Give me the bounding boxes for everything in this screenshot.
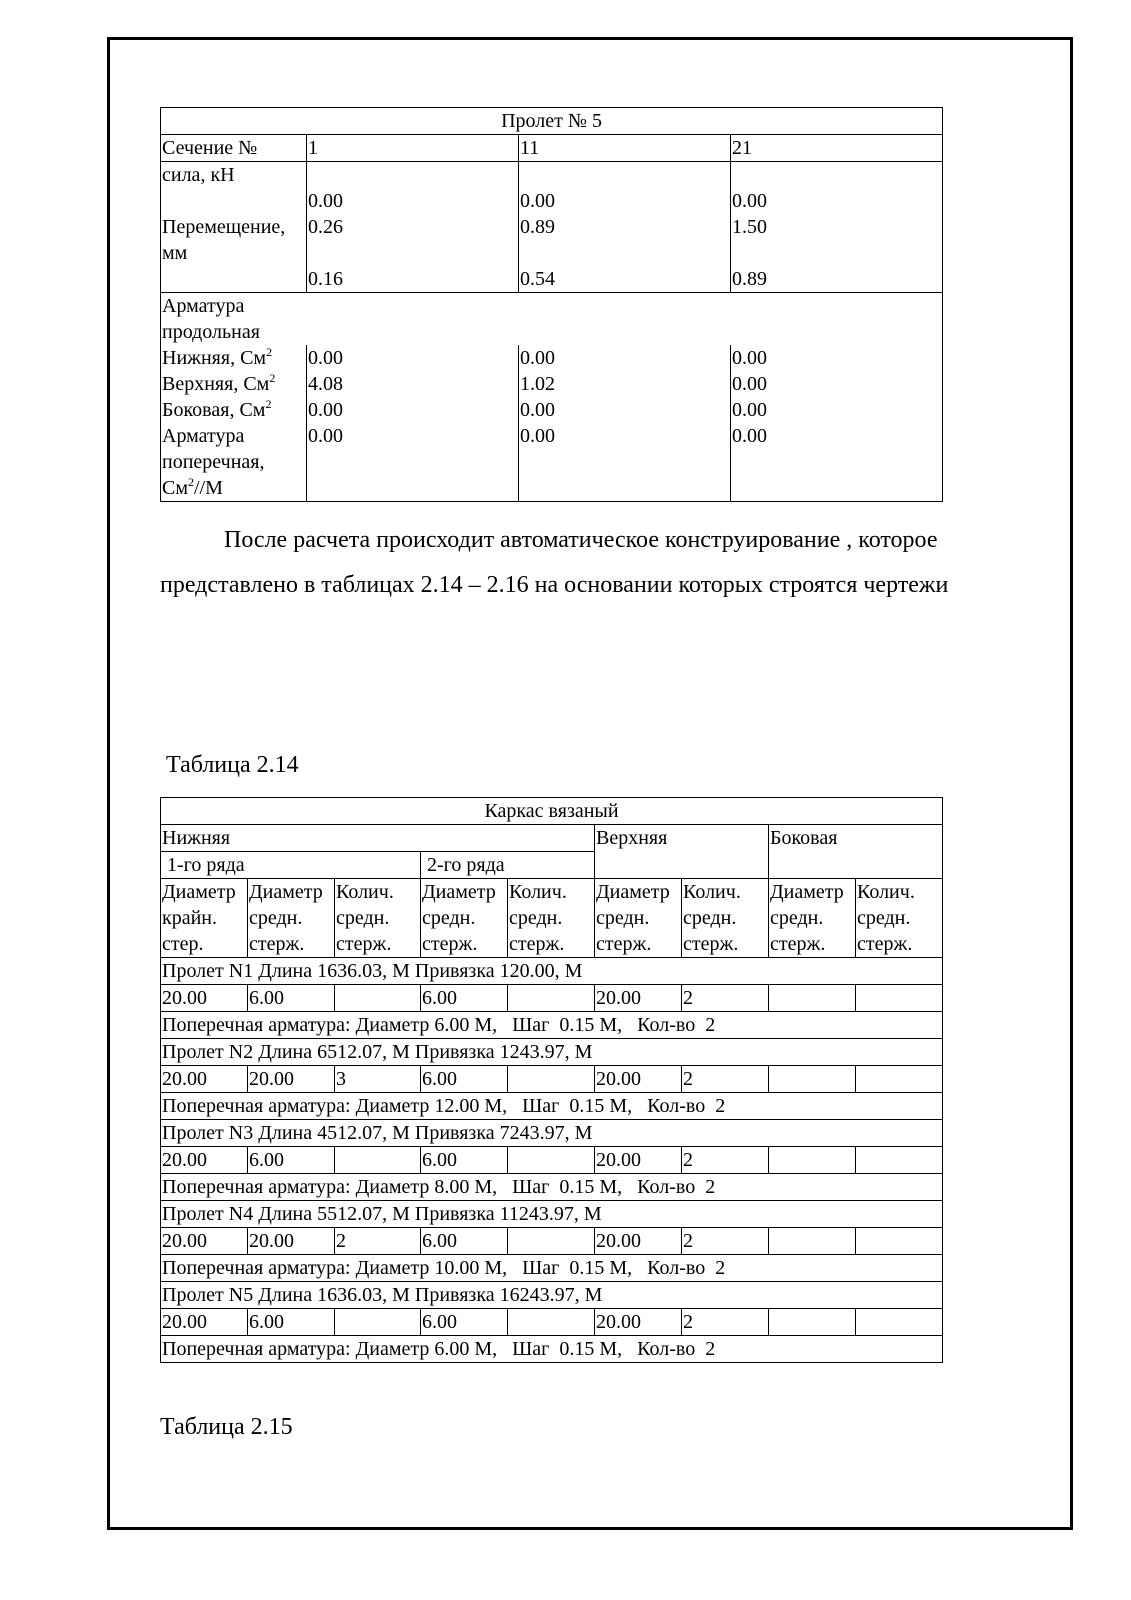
- span-value-cell: 20.00: [248, 1066, 335, 1093]
- span-value-cell: [769, 1066, 856, 1093]
- span-value-cell: 6.00: [421, 1228, 508, 1255]
- span-value-cell: 2: [682, 1147, 769, 1174]
- transverse-value: 0.00: [519, 423, 731, 502]
- span-row-title: Пролет N2 Длина 6512.07, М Привязка 1243.97, М: [161, 1039, 943, 1066]
- body-paragraph: После расчета происходит автоматическое конструирование , которое представлено в таблицах 2.14 – 2.16 на основании которых строятся чертежи: [160, 527, 949, 598]
- transverse-value: 0.00: [731, 423, 943, 502]
- span-value-cell: 20.00: [248, 1228, 335, 1255]
- span-value-cell: 20.00: [161, 1228, 248, 1255]
- span-value-cell: [508, 1228, 595, 1255]
- span-value-cell: [508, 985, 595, 1012]
- rebar-value: 0.00: [307, 397, 519, 423]
- span-value-cell: 20.00: [595, 1066, 682, 1093]
- span-value-cell: [856, 1228, 943, 1255]
- row2-header: 2-го ряда: [421, 852, 595, 879]
- span-value-cell: 3: [335, 1066, 421, 1093]
- rebar-value: 0.00: [731, 397, 943, 423]
- span-value-cell: 20.00: [595, 1309, 682, 1336]
- rebar-row-label: Боковая, $См^2$: [161, 397, 307, 423]
- transverse-rebar-row: Поперечная арматура: Диаметр 10.00 М, Шаг 0.15 М, Кол-во 2: [161, 1255, 943, 1282]
- span-value-cell: 6.00: [248, 1309, 335, 1336]
- column-header: Диаметр средн. стерж.: [595, 879, 682, 958]
- span-value-cell: 20.00: [161, 1147, 248, 1174]
- transverse-rebar-row: Поперечная арматура: Диаметр 12.00 М, Шаг 0.15 М, Кол-во 2: [161, 1093, 943, 1120]
- transverse-rebar-row: Поперечная арматура: Диаметр 8.00 М, Шаг 0.15 М, Кол-во 2: [161, 1174, 943, 1201]
- span-value-cell: [856, 1066, 943, 1093]
- span-title: Пролет № 5: [161, 108, 943, 135]
- table-caption: Таблица 2.15: [160, 1414, 293, 1440]
- span-value-cell: [769, 985, 856, 1012]
- span-value-cell: 2: [335, 1228, 421, 1255]
- span-value-cell: 6.00: [421, 1066, 508, 1093]
- lower-header: Нижняя: [161, 825, 595, 852]
- displacement-value: 1.50: [731, 214, 943, 266]
- transverse-rebar-label: Арматура поперечная, $См^2//М$: [161, 423, 307, 502]
- frame-title: Каркас вязаный: [161, 798, 943, 825]
- span-value-cell: 6.00: [248, 985, 335, 1012]
- force-value: 0.00: [731, 188, 943, 214]
- rebar-value: 4.08: [307, 371, 519, 397]
- span-row-title: Пролет N3 Длина 4512.07, М Привязка 7243.97, М: [161, 1120, 943, 1147]
- force-value: 0.00: [307, 188, 519, 214]
- rebar-value: 1.02: [519, 371, 731, 397]
- span-value-cell: [856, 1309, 943, 1336]
- displacement-value: 0.89: [519, 214, 731, 266]
- span-value-cell: 20.00: [595, 1147, 682, 1174]
- column-header: Диаметр крайн. стер.: [161, 879, 248, 958]
- span-value-cell: 6.00: [421, 1309, 508, 1336]
- rebar-row-label: Верхняя, $См^2$: [161, 371, 307, 397]
- longitudinal-rebar-label: Арматура продольная: [161, 293, 307, 346]
- column-header: Колич. средн. стерж.: [335, 879, 421, 958]
- section-number: 11: [519, 135, 731, 162]
- span-value-cell: [335, 1147, 421, 1174]
- span-value-cell: 6.00: [421, 1147, 508, 1174]
- rebar-row-label: Нижняя, $См^2$: [161, 345, 307, 371]
- transverse-value: 0.00: [307, 423, 519, 502]
- displacement-value: 0.16: [307, 266, 519, 293]
- span-row-title: Пролет N5 Длина 1636.03, М Привязка 16243.97, М: [161, 1282, 943, 1309]
- transverse-rebar-row: Поперечная арматура: Диаметр 6.00 М, Шаг 0.15 М, Кол-во 2: [161, 1012, 943, 1039]
- span-value-cell: 2: [682, 1066, 769, 1093]
- span-value-cell: 2: [682, 1228, 769, 1255]
- frame-rebar-table: [160, 797, 943, 1363]
- span-value-cell: [508, 1066, 595, 1093]
- span-value-cell: 6.00: [248, 1147, 335, 1174]
- transverse-rebar-row: Поперечная арматура: Диаметр 6.00 М, Шаг 0.15 М, Кол-во 2: [161, 1336, 943, 1363]
- row1-header: 1-го ряда: [161, 852, 421, 879]
- span-value-cell: [769, 1228, 856, 1255]
- rebar-value: 0.00: [307, 345, 519, 371]
- span-results-table: [160, 107, 943, 502]
- section-number: 21: [731, 135, 943, 162]
- span-value-cell: 6.00: [421, 985, 508, 1012]
- column-header: Диаметр средн. стерж.: [248, 879, 335, 958]
- force-value: 0.00: [519, 188, 731, 214]
- span-value-cell: 20.00: [161, 985, 248, 1012]
- span-value-cell: [769, 1147, 856, 1174]
- span-value-cell: [335, 1309, 421, 1336]
- column-header: Диаметр средн. стерж.: [421, 879, 508, 958]
- span-value-cell: 2: [682, 1309, 769, 1336]
- section-number: 1: [307, 135, 519, 162]
- span-row-title: Пролет N4 Длина 5512.07, М Привязка 11243.97, М: [161, 1201, 943, 1228]
- force-label: сила, кН: [161, 162, 307, 189]
- rebar-value: 0.00: [519, 397, 731, 423]
- column-header: Колич. средн. стерж.: [508, 879, 595, 958]
- span-value-cell: 20.00: [595, 985, 682, 1012]
- displacement-value: 0.54: [519, 266, 731, 293]
- span-value-cell: [335, 985, 421, 1012]
- span-value-cell: [769, 1309, 856, 1336]
- span-value-cell: [856, 985, 943, 1012]
- rebar-value: 0.00: [731, 371, 943, 397]
- span-value-cell: 20.00: [161, 1309, 248, 1336]
- span-row-title: Пролет N1 Длина 1636.03, М Привязка 120.00, М: [161, 958, 943, 985]
- span-value-cell: 20.00: [161, 1066, 248, 1093]
- rebar-value: 0.00: [731, 345, 943, 371]
- column-header: Колич. средн. стерж.: [682, 879, 769, 958]
- upper-header: Верхняя: [595, 825, 769, 879]
- section-label: Сечение №: [161, 135, 307, 162]
- displacement-label: Перемещение, мм: [161, 214, 307, 266]
- span-value-cell: [508, 1147, 595, 1174]
- span-value-cell: 2: [682, 985, 769, 1012]
- table-caption: Таблица 2.14: [166, 752, 299, 778]
- side-header: Боковая: [769, 825, 943, 879]
- displacement-value: 0.26: [307, 214, 519, 266]
- span-value-cell: 20.00: [595, 1228, 682, 1255]
- displacement-value: 0.89: [731, 266, 943, 293]
- column-header: Диаметр средн. стерж.: [769, 879, 856, 958]
- rebar-value: 0.00: [519, 345, 731, 371]
- column-header: Колич. средн. стерж.: [856, 879, 943, 958]
- span-value-cell: [856, 1147, 943, 1174]
- span-value-cell: [508, 1309, 595, 1336]
